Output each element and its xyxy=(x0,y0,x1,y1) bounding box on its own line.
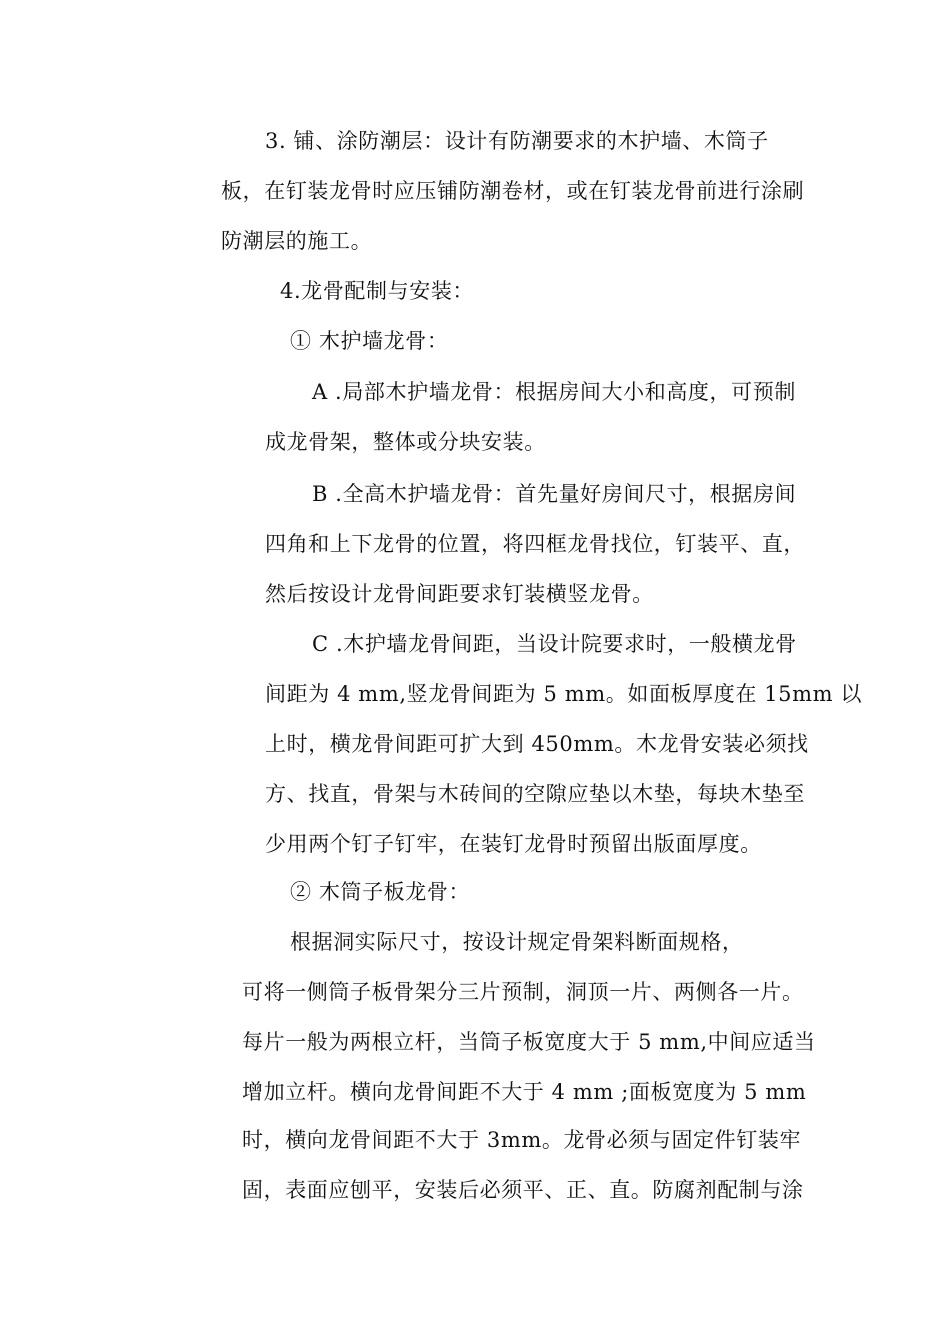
subsection-heading: ① 木护墙龙骨： xyxy=(290,329,449,353)
text-line: 每片一般为两根立杆，当筒子板宽度大于 5 mm,中间应适当 xyxy=(242,1030,816,1054)
text-line: 根据洞实际尺寸，按设计规定骨架料断面规格， xyxy=(290,930,744,954)
text-line: B .全高木护墙龙骨：首先量好房间尺寸，根据房间 xyxy=(312,482,797,506)
text-line: 固，表面应刨平，安装后必须平、正、直。防腐剂配制与涂 xyxy=(242,1178,804,1202)
text-line: 防潮层的施工。 xyxy=(221,229,373,253)
text-line: A .局部木护墙龙骨：根据房间大小和高度，可预制 xyxy=(312,380,796,404)
section-heading: 4.龙骨配制与安装： xyxy=(280,279,475,303)
text-line: 上时，横龙骨间距可扩大到 450mm。木龙骨安装必须找 xyxy=(265,732,809,756)
text-line: 增加立杆。横向龙骨间距不大于 4 mm ;面板宽度为 5 mm xyxy=(242,1080,807,1104)
text-line: 少用两个钉子钉牢，在装钉龙骨时预留出版面厚度。 xyxy=(265,832,762,856)
text-line: 3. 铺、涂防潮层：设计有防潮要求的木护墙、木筒子 xyxy=(265,129,769,153)
text-line: 然后按设计龙骨间距要求钉装横竖龙骨。 xyxy=(265,582,654,606)
text-line: 时，横向龙骨间距不大于 3mm。龙骨必须与固定件钉装牢 xyxy=(242,1128,802,1152)
text-line: 可将一侧筒子板骨架分三片预制，洞顶一片、两侧各一片。 xyxy=(242,980,804,1004)
text-line: 方、找直，骨架与木砖间的空隙应垫以木垫，每块木垫至 xyxy=(265,782,805,806)
text-line: 间距为 4 mm,竖龙骨间距为 5 mm。如面板厚度在 15mm 以 xyxy=(265,682,863,706)
text-line: 四角和上下龙骨的位置，将四框龙骨找位，钉装平、直， xyxy=(265,532,805,556)
text-line: C .木护墙龙骨间距，当设计院要求时，一般横龙骨 xyxy=(312,632,797,656)
text-line: 成龙骨架，整体或分块安装。 xyxy=(265,430,546,454)
subsection-heading: ② 木筒子板龙骨： xyxy=(290,880,471,904)
text-line: 板，在钉装龙骨时应压铺防潮卷材，或在钉装龙骨前进行涂刷 xyxy=(221,179,805,203)
